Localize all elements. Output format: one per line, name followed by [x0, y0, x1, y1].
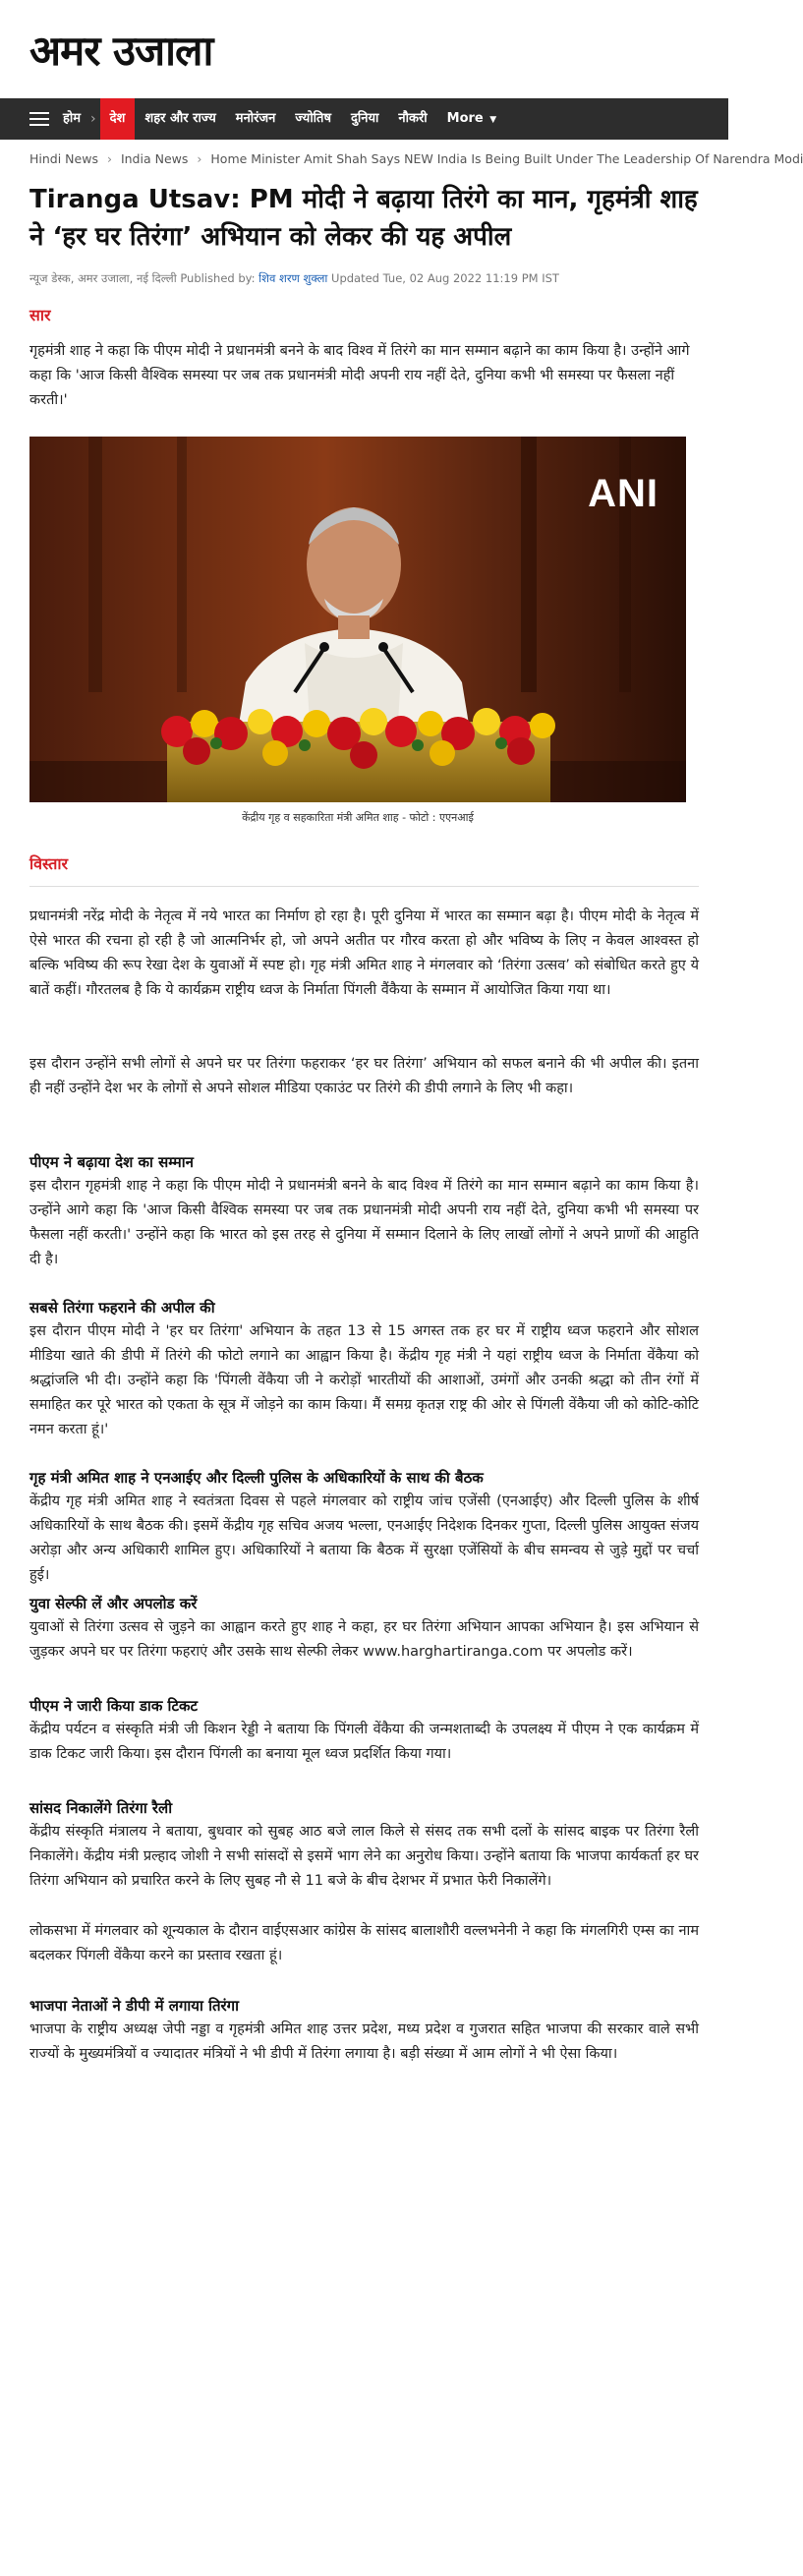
breadcrumb — [0, 140, 803, 175]
subheading: पीएम ने बढ़ाया देश का सम्मान — [29, 1153, 194, 1171]
paragraph-text: पर अपलोड करें। — [543, 1644, 633, 1660]
byline — [0, 256, 728, 286]
paragraph: प्रधानमंत्री नरेंद्र मोदी के नेतृत्व में नये भारत का निर्माण हो रहा है। पूरी दुनिया में भारत का सम्मान बढ़ा है। पीएम मोदी के नेतृत्व में ऐसे भारत की रचना हो रही है जो आत्मनिर्भर हो, जो अपने अतीत पर गौरव करता हो और भविष्य के लिए न केवल आश्वस्त हो बल्कि भविष्य की रूप रेखा देश के युवाओं में स्पष्ट हो। गृह मंत्री अमित शाह ने मंगलवार को ‘तिरंगा उत्सव’ को संबोधित करते हुए ये बातें कहीं। गौरतलब है कि ये कार्यक्रम राष्ट्रीय ध्वज के निर्माता पिंगली वैंकैया के सम्मान में आयोजित किया गया था। — [29, 908, 699, 998]
subheading: सबसे तिरंगा फहराने की अपील की — [29, 1299, 215, 1317]
caret-down-icon: ▼ — [489, 115, 497, 125]
summary-label: सार — [29, 306, 51, 324]
subheading: सांसद निकालेंगे तिरंगा रैली — [29, 1799, 173, 1817]
subheading: पीएम ने जारी किया डाक टिकट — [29, 1697, 199, 1715]
summary-text: गृहमंत्री शाह ने कहा कि पीएम मोदी ने प्रधानमंत्री बनने के बाद विश्व में तिरंगे का मान सम्मान बढ़ाने का काम किया है। उन्होंने आगे कहा कि 'आज किसी वैश्विक समस्या पर जब तक प्रधानमंत्री मोदी अपनी राय नहीं देते, दुनिया कभी भी समस्या पर फैसला नहीं करती।' — [29, 343, 690, 408]
main-nav — [0, 98, 728, 140]
nav-item-entertainment[interactable]: मनोरंजन — [235, 111, 276, 126]
paragraph: लोकसभा में मंगलवार को शून्यकाल के दौरान वाईएसआर कांग्रेस के सांसद बालाशौरी वल्लभनेनी ने कहा कि मंगलगिरी एम्स का नाम बदलकर पिंगली वेंकैया करने का प्रस्ताव रखता हूं। — [29, 1923, 699, 1963]
author-link[interactable]: शिव शरण शुक्ला — [258, 271, 328, 285]
paragraph: इस दौरान उन्होंने सभी लोगों से अपने घर पर तिरंगा फहराकर ‘हर घर तिरंगा’ अभियान को सफल बनाने की भी अपील की। इतना ही नहीं उन्होंने देश भर के लोगों से अपने सोशल मीडिया एकाउंट पर तिरंगे की डीपी लगाने के लिए भी कहा। — [29, 1056, 699, 1096]
subheading: गृह मंत्री अमित शाह ने एनआईए और दिल्ली पुलिस के अधिकारियों के साथ की बैठक — [29, 1469, 484, 1487]
breadcrumb-hindi-news[interactable]: Hindi News — [29, 151, 98, 166]
subheading: भाजपा नेताओं ने डीपी में लगाया तिरंगा — [29, 1997, 239, 2015]
paragraph-text: युवाओं से तिरंगा उत्सव से जुड़ने का आह्वान करते हुए शाह ने कहा, हर घर तिरंगा अभियान आपका अभियान है। इस अभियान से जुड़कर अपने घर पर तिरंगा फहराएं और उसके साथ सेल्फी लेकर — [29, 1619, 699, 1660]
chevron-right-icon: › — [90, 111, 96, 127]
nav-item-city-state[interactable]: शहर और राज्य — [144, 111, 216, 126]
image-caption: केंद्रीय गृह व सहकारिता मंत्री अमित शाह - फोटो : एएनआई — [242, 811, 474, 824]
chevron-right-icon: › — [197, 151, 202, 166]
breadcrumb-current[interactable]: Home Minister Amit Shah Says NEW India Is Being Built Under The Leadership Of Narendra Modi — [210, 151, 803, 166]
paragraph: केंद्रीय पर्यटन व संस्कृति मंत्री जी किशन रेड्डी ने बताया कि पिंगली वेंकैया की जन्मशताब्दी के उपलक्ष्य में पीएम ने एक कार्यक्रम में डाक टिकट जारी किया। इस दौरान पिंगली का बनाया मूल ध्वज प्रदर्शित किया गया। — [29, 1722, 699, 1762]
paragraph: केंद्रीय गृह मंत्री अमित शाह ने स्वतंत्रता दिवस से पहले मंगलवार को राष्ट्रीय जांच एजेंसी (एनआईए) और दिल्ली पुलिस के शीर्ष अधिकारियों के साथ बैठक की। इसमें केंद्रीय गृह सचिव अजय भल्ला, एनआईए निदेशक दिनकर गुप्ता, दिल्ली पुलिस आयुक्त संजय अरोड़ा और अन्य अधिकारी शामिल हुए। अधिकारियों ने बताया कि बैठक में सुरक्षा एजेंसियों के बीच समन्वय से जुड़े मुद्दों पर चर्चा हुई। — [29, 1493, 699, 1583]
paragraph: इस दौरान पीएम मोदी ने 'हर घर तिरंगा' अभियान के तहत 13 से 15 अगस्त तक हर घर में राष्ट्रीय ध्वज फहराने और सोशल मीडिया खाते की डीपी में तिरंगे की फोटो लगाने का आह्वान किया है। केंद्रीय गृह मंत्री ने यहां राष्ट्रीय ध्वज के निर्माता वेंकैया को श्रद्धांजलि भी दी। उन्होंने कहा कि 'पिंगली वेंकैया जी ने करोड़ों भारतीयों की आशाओं, उमंगों और उनकी श्रद्धा को तीन रंगों में समाहित कर पूरे भारत को एकता के सूत्र में जोड़ने का काम किया। मैं समग्र कृतज्ञ राष्ट्र की ओर से पिंगली वेंकैया जी को कोटि-कोटि नमन करता हूं।' — [29, 1323, 699, 1437]
ani-watermark: ANI — [588, 472, 659, 515]
article-photo[interactable] — [29, 437, 686, 802]
nav-item-home[interactable]: होम — [63, 111, 82, 126]
site-logo[interactable]: अमर उजाला — [29, 27, 213, 75]
breadcrumb-india-news[interactable]: India News — [120, 151, 189, 166]
nav-item-desh[interactable]: देश — [100, 98, 136, 140]
header — [0, 0, 728, 98]
chevron-right-icon: › — [106, 151, 112, 166]
byline-desk: न्यूज डेस्क, अमर उजाला, नई दिल्ली Published by: — [29, 271, 259, 285]
paragraph: केंद्रीय संस्कृति मंत्रालय ने बताया, बुधवार को सुबह आठ बजे लाल किले से संसद तक सभी दलों के सांसद बाइक पर तिरंगा रैली निकालेंगे। केंद्रीय मंत्री प्रल्हाद जोशी ने सभी सांसदों से इसमें भाग लेने का अनुरोध किया। उन्होंने बताया कि भाजपा कार्यकर्ता हर घर तिरंगा अभियान को प्रचारित करने के लिए सुबह नौ से 11 बजे के बीच देशभर में प्रभात फेरी निकालेंगे। — [29, 1824, 699, 1889]
menu-icon[interactable] — [29, 112, 49, 126]
nav-item-astrology[interactable]: ज्योतिष — [295, 111, 331, 126]
website-link[interactable]: www.harghartiranga.com — [363, 1644, 544, 1660]
nav-item-jobs[interactable]: नौकरी — [398, 111, 428, 126]
detail-label: विस्तार — [29, 854, 69, 873]
paragraph — [0, 1615, 728, 1665]
page-title: Tiranga Utsav: PM मोदी ने बढ़ाया तिरंगे का मान, गृहमंत्री शाह ने ‘हर घर तिरंगा’ अभियान को लेकर की यह अपील — [29, 185, 698, 252]
paragraph: इस दौरान गृहमंत्री शाह ने कहा कि पीएम मोदी ने प्रधानमंत्री बनने के बाद विश्व में तिरंगे का मान सम्मान बढ़ाने का काम किया है। उन्होंने आगे कहा कि 'आज किसी वैश्विक समस्या पर जब तक प्रधानमंत्री मोदी अपनी राय नहीं देते, दुनिया कभी भी समस्या पर फैसला नहीं करती।' उन्होंने कहा कि भारत को इस तरह से दुनिया में सम्मान दिलाने के लिए लाखों लोगों ने अपने प्राणों की आहुति दी है। — [29, 1178, 699, 1267]
updated-time: Updated Tue, 02 Aug 2022 11:19 PM IST — [327, 271, 559, 285]
nav-item-more[interactable] — [437, 98, 507, 140]
subheading: युवा सेल्फी लें और अपलोड करें — [29, 1595, 198, 1612]
nav-item-world[interactable]: दुनिया — [350, 111, 379, 126]
article-figure — [29, 437, 686, 825]
paragraph: भाजपा के राष्ट्रीय अध्यक्ष जेपी नड्डा व गृहमंत्री अमित शाह उत्तर प्रदेश, मध्य प्रदेश व गुजरात सहित भाजपा की सरकार वाले सभी राज्यों के मुख्यमंत्रियों व ज्यादातर मंत्रियों ने भी डीपी में तिरंगा लगाया है। बड़ी संख्या में आम लोगों ने भी ऐसा किया। — [29, 2021, 699, 2062]
more-label: More — [446, 111, 484, 126]
